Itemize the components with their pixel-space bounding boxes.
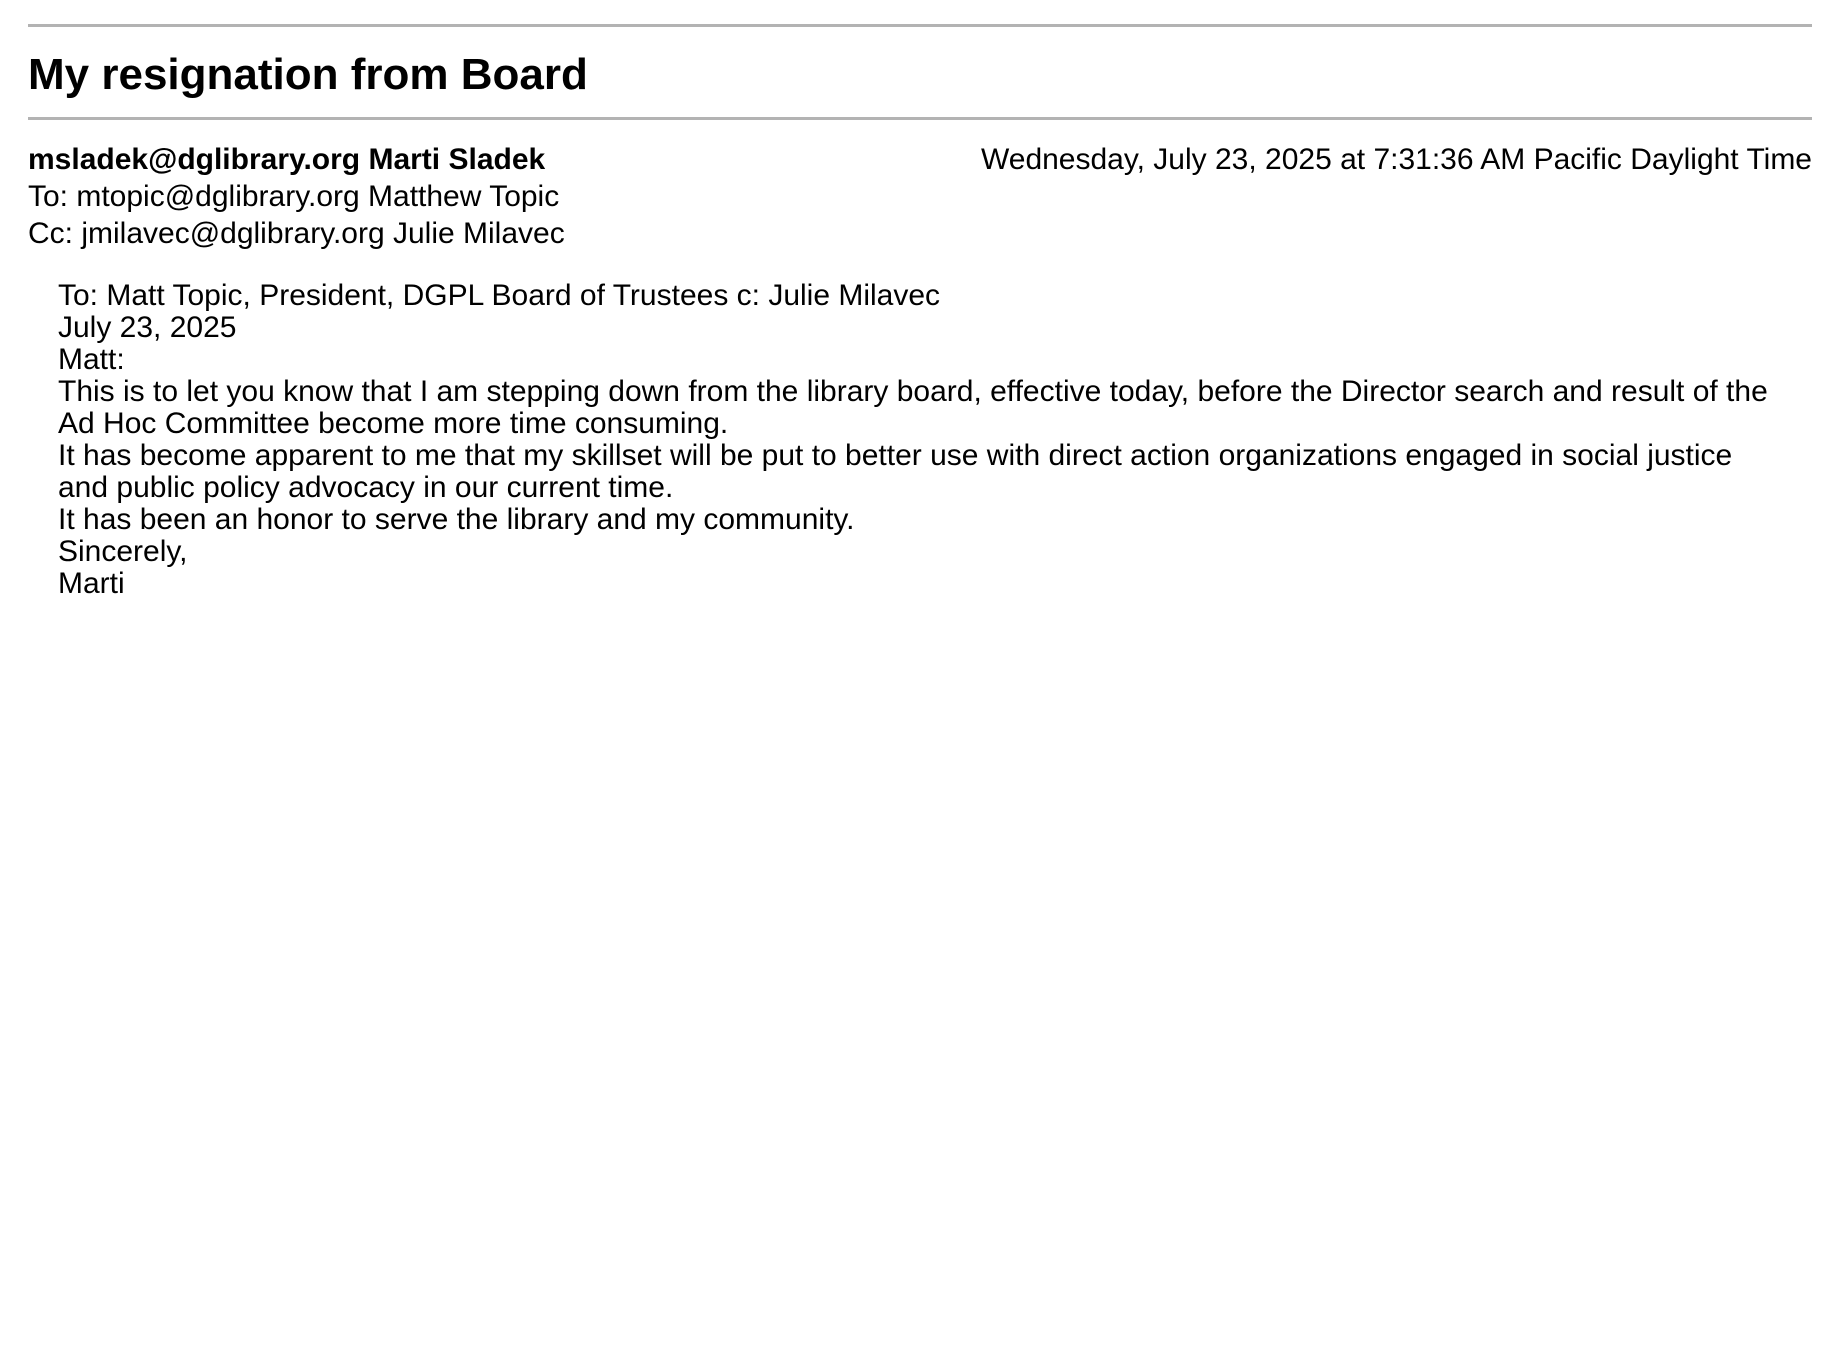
email-header [28, 141, 1812, 252]
email-body [58, 280, 1788, 600]
email-to: To: mtopic@dglibrary.org Matthew Topic [28, 180, 560, 213]
from-line [28, 141, 1812, 178]
letter-paragraph: It has been an honor to serve the library and my community. [58, 503, 855, 536]
email-from: msladek@dglibrary.org Marti Sladek [28, 143, 546, 176]
letter-addressee: To: Matt Topic, President, DGPL Board of Trustees c: Julie Milavec [58, 279, 941, 312]
subject-divider [28, 117, 1812, 120]
email-date: Wednesday, July 23, 2025 at 7:31:36 AM Pacific Daylight Time [980, 143, 1812, 176]
letter-salutation: Matt: [58, 343, 125, 376]
letter-paragraph: It has become apparent to me that my skillset will be put to better use with direct action organizations engaged in social justice and public policy advocacy in our current time. [58, 439, 1733, 504]
letter-closing: Sincerely, [58, 535, 188, 568]
letter-paragraph: This is to let you know that I am stepping down from the library board, effective today, before the Director search and result of the Ad Hoc Committee become more time consuming. [58, 375, 1768, 440]
email-cc: Cc: jmilavec@dglibrary.org Julie Milavec [28, 217, 565, 250]
top-divider [28, 24, 1812, 27]
email-subject: My resignation from Board [28, 50, 588, 99]
email-printout [28, 0, 1812, 600]
letter-signature: Marti [58, 567, 125, 600]
letter-date: July 23, 2025 [58, 311, 237, 344]
